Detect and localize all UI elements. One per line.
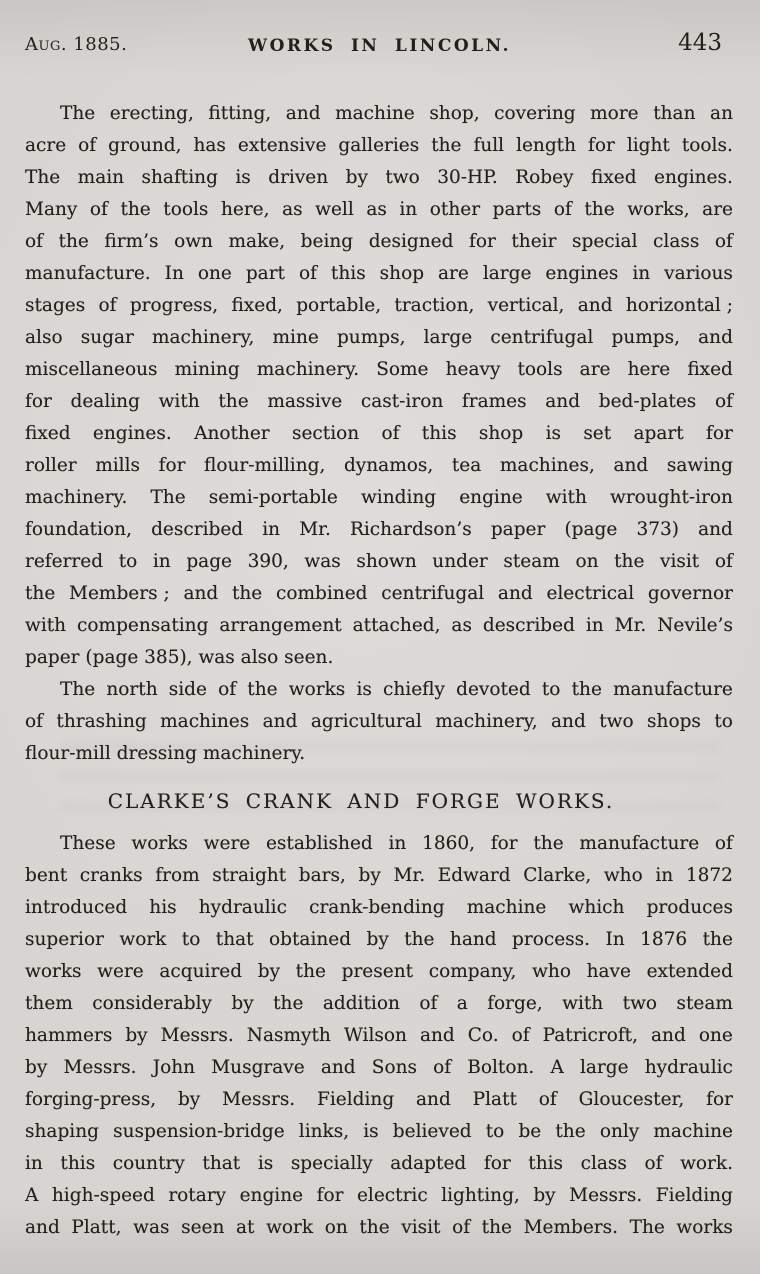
text-line: The erecting, fitting, and machine shop, covering more than an bbox=[60, 103, 733, 124]
text-line: manufacture. In one part of this shop are large engines in various bbox=[25, 263, 733, 284]
text-line: roller mills for flour-milling, dynamos, tea machines, and sawing bbox=[25, 455, 733, 476]
text-body bbox=[25, 98, 733, 1244]
text-line: stages of progress, fixed, portable, traction, vertical, and horizontal ; bbox=[25, 295, 733, 316]
page-header bbox=[25, 30, 734, 58]
header-page-number: 443 bbox=[678, 30, 722, 56]
text-line: machinery. The semi-portable winding engine with wrought-iron bbox=[25, 487, 733, 508]
text-line: introduced his hydraulic crank-bending machine which produces bbox=[25, 897, 733, 918]
text-line: The main shafting is driven by two 30-HP. Robey fixed engines. bbox=[25, 167, 733, 188]
text-line: These works were established in 1860, for the manufacture of bbox=[60, 833, 733, 854]
text-line: for dealing with the massive cast-iron frames and bed-plates of bbox=[25, 391, 733, 412]
text-line: shaping suspension-bridge links, is believed to be the only machine bbox=[25, 1121, 733, 1142]
text-line: acre of ground, has extensive galleries the full length for light tools. bbox=[25, 135, 733, 156]
text-line: miscellaneous mining machinery. Some heavy tools are here fixed bbox=[25, 359, 733, 380]
text-line: fixed engines. Another section of this shop is set apart for bbox=[25, 423, 733, 444]
text-line: Many of the tools here, as well as in other parts of the works, are bbox=[25, 199, 733, 220]
text-line: flour-mill dressing machinery. bbox=[25, 743, 306, 764]
paragraph bbox=[25, 828, 733, 1244]
text-line: The north side of the works is chiefly devoted to the manufacture bbox=[60, 679, 733, 700]
text-line: of the firm’s own make, being designed for their special class of bbox=[25, 231, 733, 252]
paragraph bbox=[25, 674, 733, 770]
text-line: of thrashing machines and agricultural machinery, and two shops to bbox=[25, 711, 733, 732]
text-line: hammers by Messrs. Nasmyth Wilson and Co. of Patricroft, and one bbox=[25, 1025, 733, 1046]
header-running-title: WORKS IN LINCOLN. bbox=[247, 36, 511, 56]
text-line: foundation, described in Mr. Richardson’s paper (page 373) and bbox=[25, 519, 733, 540]
text-line: referred to in page 390, was shown under steam on the visit of bbox=[25, 551, 733, 572]
paragraph bbox=[25, 98, 733, 674]
header-date: Aug. 1885. bbox=[25, 34, 128, 55]
text-line: works were acquired by the present company, who have extended bbox=[25, 961, 733, 982]
text-line: superior work to that obtained by the hand process. In 1876 the bbox=[25, 929, 733, 950]
text-line: and Platt, was seen at work on the visit of the Members. The works bbox=[25, 1217, 733, 1238]
text-line: with compensating arrangement attached, as described in Mr. Nevile’s bbox=[25, 615, 733, 636]
text-line: also sugar machinery, mine pumps, large centrifugal pumps, and bbox=[25, 327, 733, 348]
text-line: by Messrs. John Musgrave and Sons of Bolton. A large hydraulic bbox=[25, 1057, 733, 1078]
section-heading: CLARKE’S CRANK AND FORGE WORKS. bbox=[107, 789, 615, 813]
text-line: in this country that is specially adapted for this class of work. bbox=[25, 1153, 733, 1174]
text-line: forging-press, by Messrs. Fielding and Platt of Gloucester, for bbox=[25, 1089, 733, 1110]
text-line: paper (page 385), was also seen. bbox=[25, 647, 334, 668]
text-line: bent cranks from straight bars, by Mr. Edward Clarke, who in 1872 bbox=[25, 865, 733, 886]
text-line: the Members ; and the combined centrifugal and electrical governor bbox=[25, 583, 733, 604]
text-line: A high-speed rotary engine for electric lighting, by Messrs. Fielding bbox=[25, 1185, 733, 1206]
text-line: them considerably by the addition of a forge, with two steam bbox=[25, 993, 733, 1014]
